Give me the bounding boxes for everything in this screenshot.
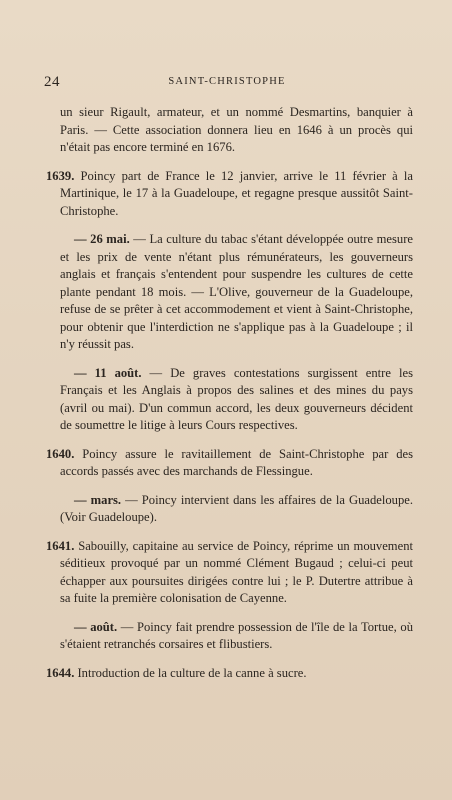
entry-text: Poincy assure le ravitaillement de Saint-Christophe par des accords passés avec des marchands de Flessingue. — [60, 446, 413, 478]
year-entry — [46, 538, 413, 608]
date-entry — [46, 492, 413, 527]
entry-text: — Poincy intervient dans les affaires de la Guadeloupe. (Voir Guadeloupe). — [60, 492, 413, 524]
entry-text: — La culture du tabac s'étant développée outre mesure et les prix de vente n'étant plus rémunérateurs, les gouverneurs anglais et français s'entendent pour suspendre les cultures de cette plante pendant 18 mois. — L'Olive, gouverneur de la Guadeloupe, refuse de se prêter à cet accommodement et vient à Saint-Christophe, pour obtenir que l'interdiction ne s'applique pas à la Guadeloupe ; il n'y réussit pas. — [60, 232, 413, 351]
paragraph — [46, 104, 413, 157]
page-number: 24 — [44, 74, 60, 90]
entry-text: — De graves contestations surgissent entre les Français et les Anglais à propos des salines et des mines du pays (avril ou mai). D'un commun accord, les deux gouverneurs décident de soumettre le litige à leurs Cours respectives. — [60, 365, 413, 432]
year-label: 1640. — [46, 446, 75, 461]
date-entry — [46, 619, 413, 654]
year-entry — [46, 168, 413, 221]
entry-text: — Poincy fait prendre possession de l'île de la Tortue, où s'étaient retranchés corsaires et flibustiers. — [60, 619, 413, 651]
year-label: 1641. — [46, 538, 75, 553]
year-label: 1639. — [46, 168, 75, 183]
date-entry — [46, 365, 413, 435]
date-label: — 26 mai. — [74, 232, 130, 246]
year-entry — [46, 665, 413, 683]
year-label: 1644. — [46, 665, 75, 680]
year-entry — [46, 446, 413, 481]
date-entry — [46, 231, 413, 354]
page-header — [44, 74, 410, 90]
paragraph-text: un sieur Rigault, armateur, et un nommé Desmartins, banquier à Paris. — Cette association donnera lieu en 1646 à un procès qui n'était pas encore terminé en 1676. — [60, 105, 413, 154]
entry-text: Sabouilly, capitaine au service de Poincy, réprime un mouvement séditieux provoqué par un nommé Clément Bugaud ; celui-ci peut échapper aux poursuites dirigées contre lui ; le P. Dutertre attribue à sa fuite la première colonisation de Cayenne. — [60, 538, 413, 605]
page-body — [46, 104, 413, 693]
date-label: — mars. — [74, 492, 122, 507]
date-label: — 11 août. — [74, 365, 142, 380]
running-title: SAINT-CHRISTOPHE — [168, 76, 286, 87]
date-label: — août. — [74, 619, 118, 634]
entry-text: Poincy part de France le 12 janvier, arrive le 11 février à la Martinique, le 17 à la Guadeloupe, et regagne presque aussitôt Saint-Christophe. — [60, 168, 413, 218]
entry-text: Introduction de la culture de la canne à sucre. — [74, 665, 307, 680]
